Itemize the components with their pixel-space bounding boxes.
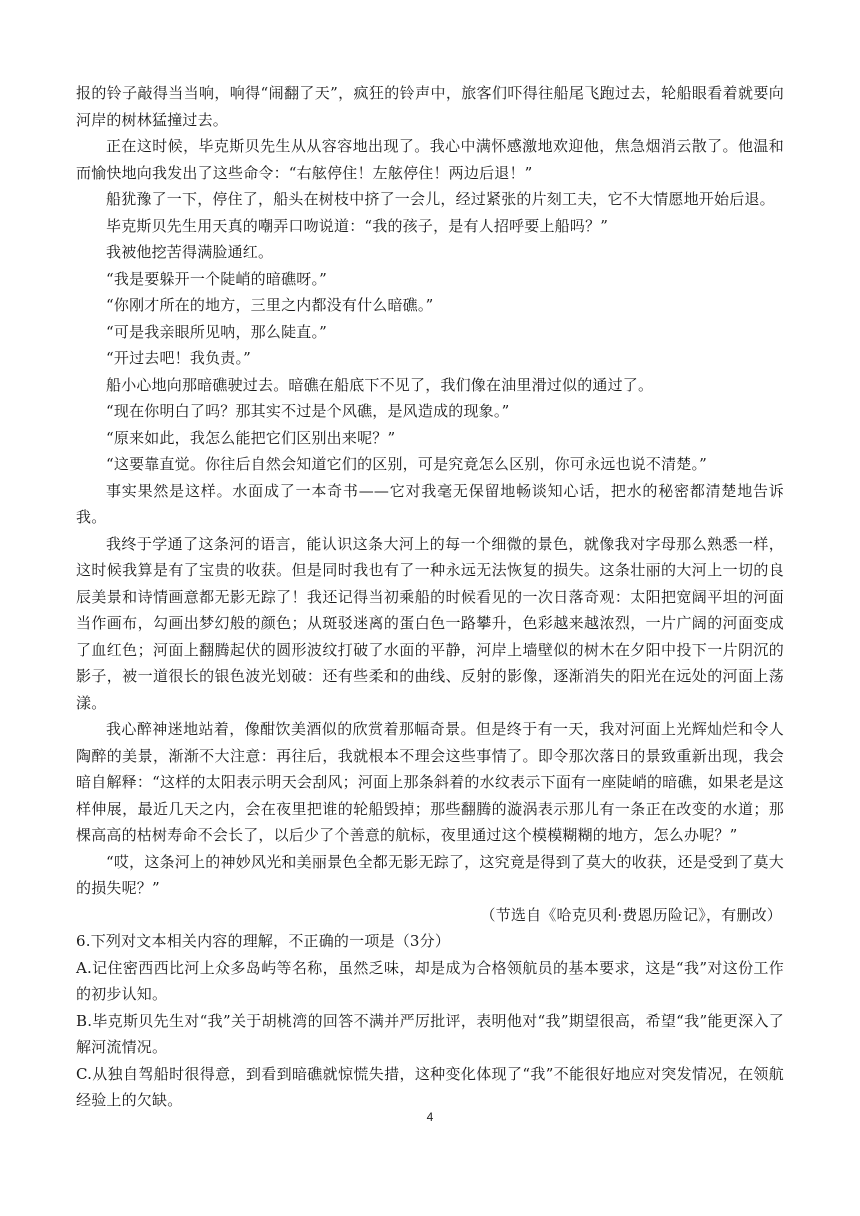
passage-paragraph: 船犹豫了一下，停住了，船头在树枝中挤了一会儿，经过紧张的片刻工夫，它不大情愿地开始后退。 — [106, 190, 775, 208]
passage-paragraph: “开过去吧！我负责。” — [106, 349, 252, 367]
passage-paragraph: 事实果然是这样。水面成了一本奇书——它对我毫无保留地畅谈知心话，把水的秘密都清楚地告诉我。 — [76, 481, 784, 526]
option-list — [76, 955, 784, 1114]
passage-paragraph: 我心醉神迷地站着，像酣饮美酒似的欣赏着那幅奇景。但是终于有一天，我对河面上光辉灿烂和令人陶醉的美景，渐渐不大注意：再往后，我就根本不理会这些事情了。即令那次落日的景致重新出现，我会暗自解释：“这样的太阳表示明天会刮风；河面上那条斜着的水纹表示下面有一座陡峭的暗礁，如果老是这样伸展，最近几天之内，会在夜里把谁的轮船毁掉；那些翻腾的漩涡表示那儿有一条正在改变的水道；那棵高高的枯树寿命不会长了，以后少了个善意的航标，夜里通过这个模模糊糊的地方，怎么办呢？” — [76, 720, 784, 844]
source-citation: （节选自《哈克贝利·费恩历险记》，有删改） — [480, 905, 782, 924]
question-title: 6.下列对文本相关内容的理解，不正确的一项是（3分） — [76, 932, 451, 950]
passage-paragraph: “我是要躲开一个陡峭的暗礁呀。” — [106, 269, 328, 288]
passage-paragraph: “哎，这条河上的神妙风光和美丽景色全都无影无踪了，这究竟是得到了莫大的收获，还是受到了莫大的损失呢？” — [76, 852, 784, 897]
passage-paragraph: 我终于学通了这条河的语言，能认识这条大河上的每一个细微的景色，就像我对字母那么熟悉一样，这时候我算是有了宝贵的收获。但是同时我也有了一种永远无法恢复的损失。这条壮丽的大河上一切的良辰美景和诗情画意都无影无踪了！我还记得当初乘船的时候看见的一次日落奇观：太阳把宽阔平坦的河面当作画布，勾画出梦幻般的颜色；从斑驳迷离的蛋白色一路攀升，色彩越来越浓烈，一片广阔的河面变成了血红色；河面上翻腾起伏的圆形波纹打破了水面的平静，河岸上墙壁似的树木在夕阳中投下一片阴沉的影子，被一道很长的银色波光划破：还有些柔和的曲线、反射的影像，逐渐消失的阳光在远处的河面上荡漾。 — [76, 534, 784, 712]
document-body — [76, 80, 784, 1114]
passage-paragraph: 正在这时候，毕克斯贝先生从从容容地出现了。我心中满怀感激地欢迎他，焦急烟消云散了。他温和而愉快地向我发出了这些命令：“右舷停住！左舷停住！两边后退！” — [76, 137, 784, 182]
question-block — [76, 928, 784, 1114]
question-option: B.毕克斯贝先生对“我”关于胡桃湾的回答不满并严厉批评，表明他对“我”期望很高，希望“我”能更深入了解河流情况。 — [76, 1011, 784, 1056]
passage-paragraph: “你刚才所在的地方，三里之内都没有什么暗礁。” — [106, 296, 434, 314]
question-option: A.记住密西西比河上众多岛屿等名称，虽然乏味，却是成为合格领航员的基本要求，这是“我”对这份工作的初步认知。 — [76, 958, 784, 1003]
passage-paragraph: 毕克斯贝先生用天真的嘲弄口吻说道：“我的孩子，是有人招呼要上船吗？” — [106, 216, 609, 235]
reading-passage — [76, 80, 784, 902]
passage-paragraph: “原来如此，我怎么能把它们区别出来呢？” — [106, 428, 396, 447]
page-number: 4 — [426, 1110, 434, 1124]
passage-paragraph: 船小心地向那暗礁驶过去。暗礁在船底下不见了，我们像在油里滑过似的通过了。 — [106, 375, 654, 394]
passage-paragraph: “现在你明白了吗？那其实不过是个风礁，是风造成的现象。” — [106, 402, 510, 420]
passage-paragraph: 报的铃子敲得当当响，响得“闹翻了天”，疯狂的铃声中，旅客们吓得往船尾飞跑过去，轮船眼看着就要向河岸的树林猛撞过去。 — [76, 84, 784, 129]
question-option: C.从独自驾船时很得意，到看到暗礁就惊慌失措，这种变化体现了“我”不能很好地应对突发情况，在领航经验上的欠缺。 — [76, 1064, 784, 1109]
passage-paragraph: “可是我亲眼所见呐，那么陡直。” — [106, 322, 328, 341]
passage-paragraph: 我被他挖苦得满脸通红。 — [106, 243, 274, 261]
passage-paragraph: “这要靠直觉。你往后自然会知道它们的区别，可是究竟怎么区别，你可永远也说不清楚。” — [106, 455, 708, 473]
